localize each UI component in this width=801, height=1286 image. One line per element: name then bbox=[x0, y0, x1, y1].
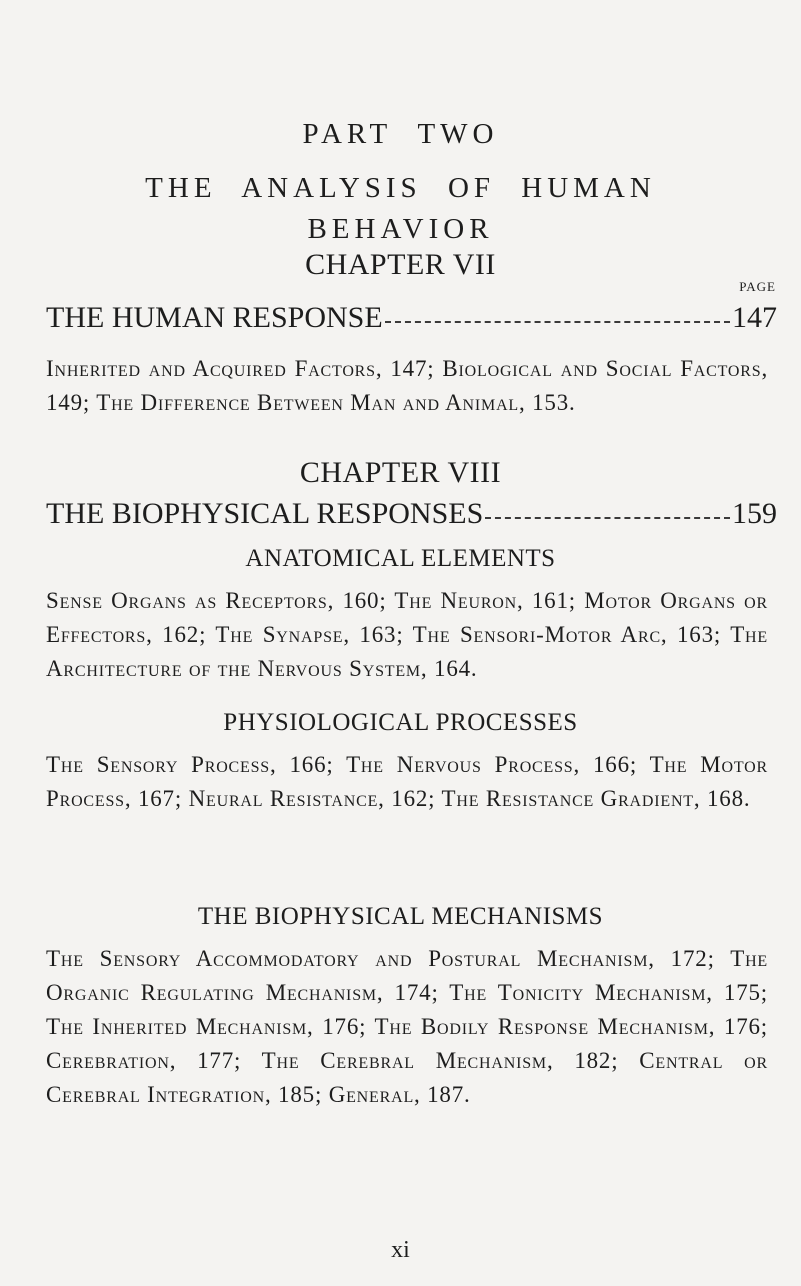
chapter-8-page: 159 bbox=[732, 497, 777, 530]
chapter-7-topics: Inherited and Acquired Factors, 147; Biological and Social Factors, 149; The Difference Between Man and Animal, 153. bbox=[46, 356, 768, 415]
book-title-line-2: BEHAVIOR bbox=[307, 213, 494, 245]
chapter-7-title: THE HUMAN RESPONSE bbox=[46, 301, 383, 334]
chapter-8-entry bbox=[46, 497, 777, 531]
section-heading-physiological: PHYSIOLOGICAL PROCESSES bbox=[223, 709, 578, 736]
part-title: PART TWO bbox=[302, 118, 499, 150]
section-topics-mechanisms: The Sensory Accommodatory and Postural Mechanism, 172; The Organic Regulating Mechanism, 174; The Tonicity Mechanism, 175; The Inherited Mechanism, 176; The Bodily Response Mechanism, 176; Cerebration, 177; The Cerebral Mechanism, 182; Central or Cerebral Integration, 185; General, 187. bbox=[46, 946, 768, 1107]
section-heading-mechanisms: THE BIOPHYSICAL MECHANISMS bbox=[197, 903, 604, 930]
chapter-7-entry bbox=[46, 301, 777, 335]
section-topics-anatomical: Sense Organs as Receptors, 160; The Neuron, 161; Motor Organs or Effectors, 162; The Synapse, 163; The Sensori-Motor Arc, 163; The Architecture of the Nervous System, 164. bbox=[46, 588, 768, 681]
chapter-7-heading: CHAPTER VII bbox=[305, 248, 496, 281]
dot-leader bbox=[485, 517, 730, 519]
chapter-8-heading: CHAPTER VIII bbox=[299, 456, 502, 489]
section-heading-anatomical: ANATOMICAL ELEMENTS bbox=[245, 545, 556, 572]
dot-leader bbox=[385, 321, 730, 323]
book-title bbox=[0, 168, 801, 250]
chapter-7-page: 147 bbox=[732, 301, 777, 334]
book-title-line-1: THE ANALYSIS OF HUMAN bbox=[145, 172, 656, 204]
chapter-8-title: THE BIOPHYSICAL RESPONSES bbox=[46, 497, 484, 530]
page-number: xi bbox=[391, 1237, 410, 1263]
section-topics-physiological: The Sensory Process, 166; The Nervous Process, 166; The Motor Process, 167; Neural Resistance, 162; The Resistance Gradient, 168. bbox=[46, 752, 768, 811]
page-column-label: PAGE bbox=[739, 279, 776, 294]
